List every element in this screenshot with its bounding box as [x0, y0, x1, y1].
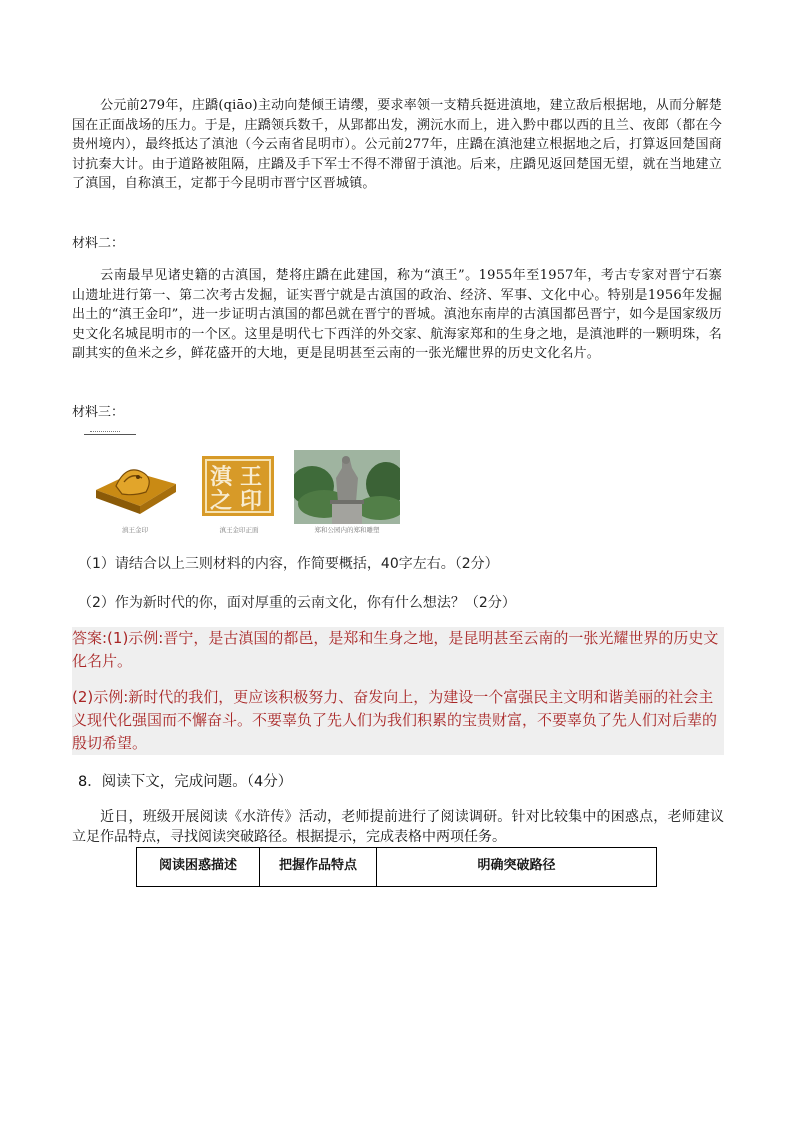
material3-figure: [72, 432, 402, 534]
material2-heading: 材料二：: [72, 236, 125, 251]
zheng-he-statue-icon: [294, 450, 400, 524]
task-table: [136, 847, 657, 887]
question-8-intro: [72, 807, 724, 847]
question-8-intro-text: 近日，班级开展阅读《水浒传》活动，老师提前进行了阅读调研。针对比较集中的困惑点，老师建议立足作品特点，寻找阅读突破路径。根据提示，完成表格中两项任务。: [72, 809, 724, 845]
material2-paragraph: [72, 266, 722, 364]
material3-heading: 材料三：: [72, 405, 125, 420]
golden-seal-caption: 滇王金印: [122, 526, 148, 534]
material1-text: 公元前279年，庄蹻(qiāo)主动向楚倾王请缨，要求率领一支精兵挺进滇地，建立敌后根据地，从而分解楚国在正面战场的压力。于是，庄蹻领兵数千，从郢都出发，溯沅水而上，进入黔中郡以西的且兰、夜郎（都在今贵州境内），最终抵达了滇池（今云南省昆明市）。公元前277年，庄蹻在滇池建立根据地之后，打算返回楚国商讨抗秦大计。由于道路被阻隔，庄蹻及手下军士不得不滞留于滇池。后来，庄蹻见返回楚国无望，就在当地建立了滇国，自称滇王，定都于今昆明市晋宁区晋城镇。: [72, 98, 722, 192]
seal-imprint-icon: [190, 450, 288, 522]
golden-seal-image: [86, 450, 184, 534]
answer-2: (2)示例:新时代的我们，更应该积极努力、奋发向上，为建设一个富强民主文明和谐美丽的社会主义现代化强国而不懈奋斗。不要辜负了先人们为我们积累的宝贵财富，不要辜负了先人们对后辈的殷切希望。: [72, 688, 718, 752]
golden-seal-icon: [86, 450, 184, 522]
seal-glyph: 王: [240, 464, 263, 490]
table-header-feature: 把握作品特点: [260, 848, 377, 887]
seal-glyph: 之: [210, 488, 233, 514]
answer-1: 答案:(1)示例:晋宁，是古滇国的都邑，是郑和生身之地，是昆明甚至云南的一张光耀世界的历史文化名片。: [72, 629, 719, 670]
task-table-header-row: [137, 848, 657, 887]
zheng-he-statue-caption: 郑和公园内的郑和雕塑: [314, 526, 380, 534]
seal-glyph: 印: [240, 488, 263, 514]
material2-text: 云南最早见诸史籍的古滇国，楚将庄蹻在此建国，称为“滇王”。1955年至1957年，考古专家对晋宁石寨山遗址进行第一、第二次考古发掘，证实晋宁就是古滇国的政治、经济、军事、文化中心。特别是1956年发掘出土的“滇王金印”，进一步证明古滇国的都邑就在晋宁的晋城。滇池东南岸的古滇国都邑晋宁，如今是国家级历史文化名城昆明市的一个区。这里是明代七下西洋的外交家、航海家郑和的生身之地，是滇池畔的一颗明珠，名副其实的鱼米之乡，鲜花盛开的大地，更是昆明甚至云南的一张光耀世界的历史文化名片。: [72, 268, 722, 362]
seal-imprint-caption: 滇王金印正面: [219, 526, 259, 534]
question-2: （2）作为新时代的你，面对厚重的云南文化，你有什么想法？（2分）: [78, 595, 516, 611]
seal-glyph: 滇: [210, 464, 233, 490]
table-header-confusion: 阅读困惑描述: [137, 848, 260, 887]
zheng-he-statue-image: [294, 450, 400, 534]
question-1: （1）请结合以上三则材料的内容，作简要概括，40字左右。（2分）: [78, 556, 499, 572]
table-header-path: 明确突破路径: [377, 848, 657, 887]
question-8-title: 8．阅读下文，完成问题。（4分）: [78, 774, 293, 790]
material1-paragraph: [72, 96, 722, 194]
figure-edge-mark: [84, 434, 136, 441]
seal-imprint-image: [190, 450, 288, 534]
answer-box: [72, 627, 724, 755]
